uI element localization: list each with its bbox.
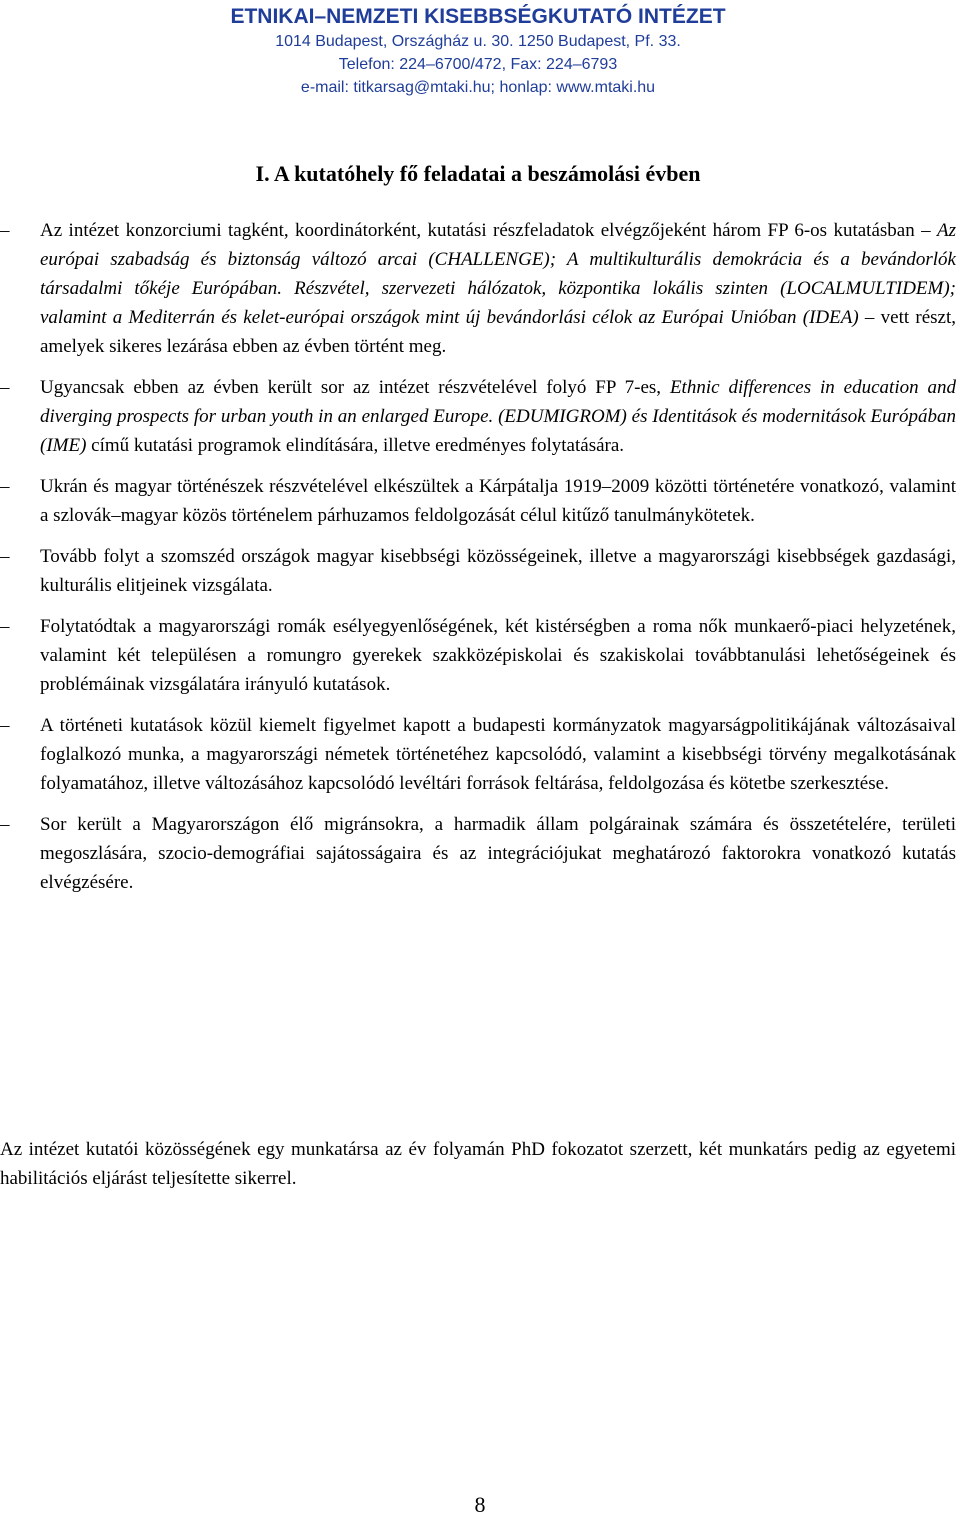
bullet-item xyxy=(0,472,960,530)
bullet-item xyxy=(0,612,960,699)
bullet-list xyxy=(0,216,960,909)
text-segment: Tovább folyt a szomszéd országok magyar kisebbségi közösségeinek, illetve a magyarországi kisebbségek gazdasági, kulturális elitjeinek vizsgálata. xyxy=(40,546,956,596)
text-segment: Ugyancsak ebben az évben került sor az intézet részvételével folyó FP 7-es, xyxy=(40,377,670,398)
italic-segment: Ethnic differences in education and diverging prospects for urban youth in an enlarged Europe. (EDUMIGROM) és Identitások és modernitások Európában (IME) xyxy=(40,377,957,456)
bullet-dash: – xyxy=(0,814,10,835)
bullet-text xyxy=(40,810,956,897)
bullet-item xyxy=(0,542,960,600)
institute-phone: Telefon: 224–6700/472, Fax: 224–6793 xyxy=(338,56,618,73)
bullet-text xyxy=(40,472,956,530)
bullet-text xyxy=(40,373,956,460)
text-segment: Ukrán és magyar történészek részvételével elkészültek a Kárpátalja 1919–2009 közötti történetére vonatkozó, valamint a szlovák–magyar közös történelem párhuzamos feldolgozását célul kitűző tanulmánykötetek. xyxy=(40,476,956,526)
bullet-text xyxy=(40,711,956,798)
text-segment: Sor került a Magyarországon élő migránsokra, a harmadik állam polgárainak számára és összetételére, területi megoszlására, szocio-demográfiai sajátosságaira és az integrációjukat meghatározó faktorokra vonatkozó kutatás elvégzésére. xyxy=(40,814,956,893)
text-segment: – vett részt, amelyek sikeres lezárása ebben az évben történt meg. xyxy=(40,307,957,357)
bullet-item xyxy=(0,216,960,361)
bullet-dash: – xyxy=(0,476,10,497)
institute-address: 1014 Budapest, Országház u. 30. 1250 Budapest, Pf. 33. xyxy=(275,33,681,50)
bullet-dash: – xyxy=(0,377,10,398)
bullet-item xyxy=(0,711,960,798)
italic-segment: Az európai szabadság és biztonság változó arcai (CHALLENGE); A multikulturális demokrácia és a bevándorlók társadalmi tőkéje Európában. Részvétel, szervezeti hálózatok, központika lokális szinten (LOCALMULTIDEM); valamint a Mediterrán és kelet-európai országok mint új bevándorlási célok az Európai Unióban (IDEA) xyxy=(40,220,956,328)
institute-name: ETNIKAI–NEMZETI KISEBBSÉGKUTATÓ INTÉZET xyxy=(230,5,726,28)
closing-paragraph: Az intézet kutatói közösségének egy munkatársa az év folyamán PhD fokozatot szerzett, két munkatárs pedig az egyetemi habilitációs eljárást teljesítette sikerrel. xyxy=(0,1139,956,1189)
institute-contact: e-mail: titkarsag@mtaki.hu; honlap: www.mtaki.hu xyxy=(300,79,656,96)
bullet-dash: – xyxy=(0,715,10,736)
text-segment: Az intézet konzorciumi tagként, koordinátorként, kutatási részfeladatok elvégzőjeként három FP 6-os kutatásban – xyxy=(40,220,937,241)
bullet-item xyxy=(0,810,960,897)
text-segment: A történeti kutatások közül kiemelt figyelmet kapott a budapesti kormányzatok magyarságpolitikájának változásaival foglalkozó munka, a magyarországi németek történetéhez kapcsolódó, valamint a kisebbségi törvény megalkotásának folyamatához, illetve változásához kapcsolódó levéltári források feltárása, feldolgozása és kötetbe szerkesztése. xyxy=(40,715,956,794)
institute-header xyxy=(0,4,956,99)
text-segment: Folytatódtak a magyarországi romák esélyegyenlőségének, két kistérségben a roma nők munkaerő-piaci helyzetének, valamint két településen a romungro gyerekek szakközépiskolai és szakiskolai továbbtanulási lehetőségeinek és problémáinak vizsgálatára irányuló kutatások. xyxy=(40,616,956,695)
section-title: I. A kutatóhely fő feladatai a beszámolási évben xyxy=(255,161,701,186)
bullet-text xyxy=(40,612,956,699)
bullet-dash: – xyxy=(0,546,10,567)
bullet-text xyxy=(40,542,956,600)
bullet-dash: – xyxy=(0,220,10,241)
text-segment: című kutatási programok elindítására, illetve eredményes folytatására. xyxy=(86,435,625,456)
page-number: 8 xyxy=(474,1492,486,1517)
bullet-item xyxy=(0,373,960,460)
bullet-dash: – xyxy=(0,616,10,637)
bullet-text xyxy=(40,216,956,361)
